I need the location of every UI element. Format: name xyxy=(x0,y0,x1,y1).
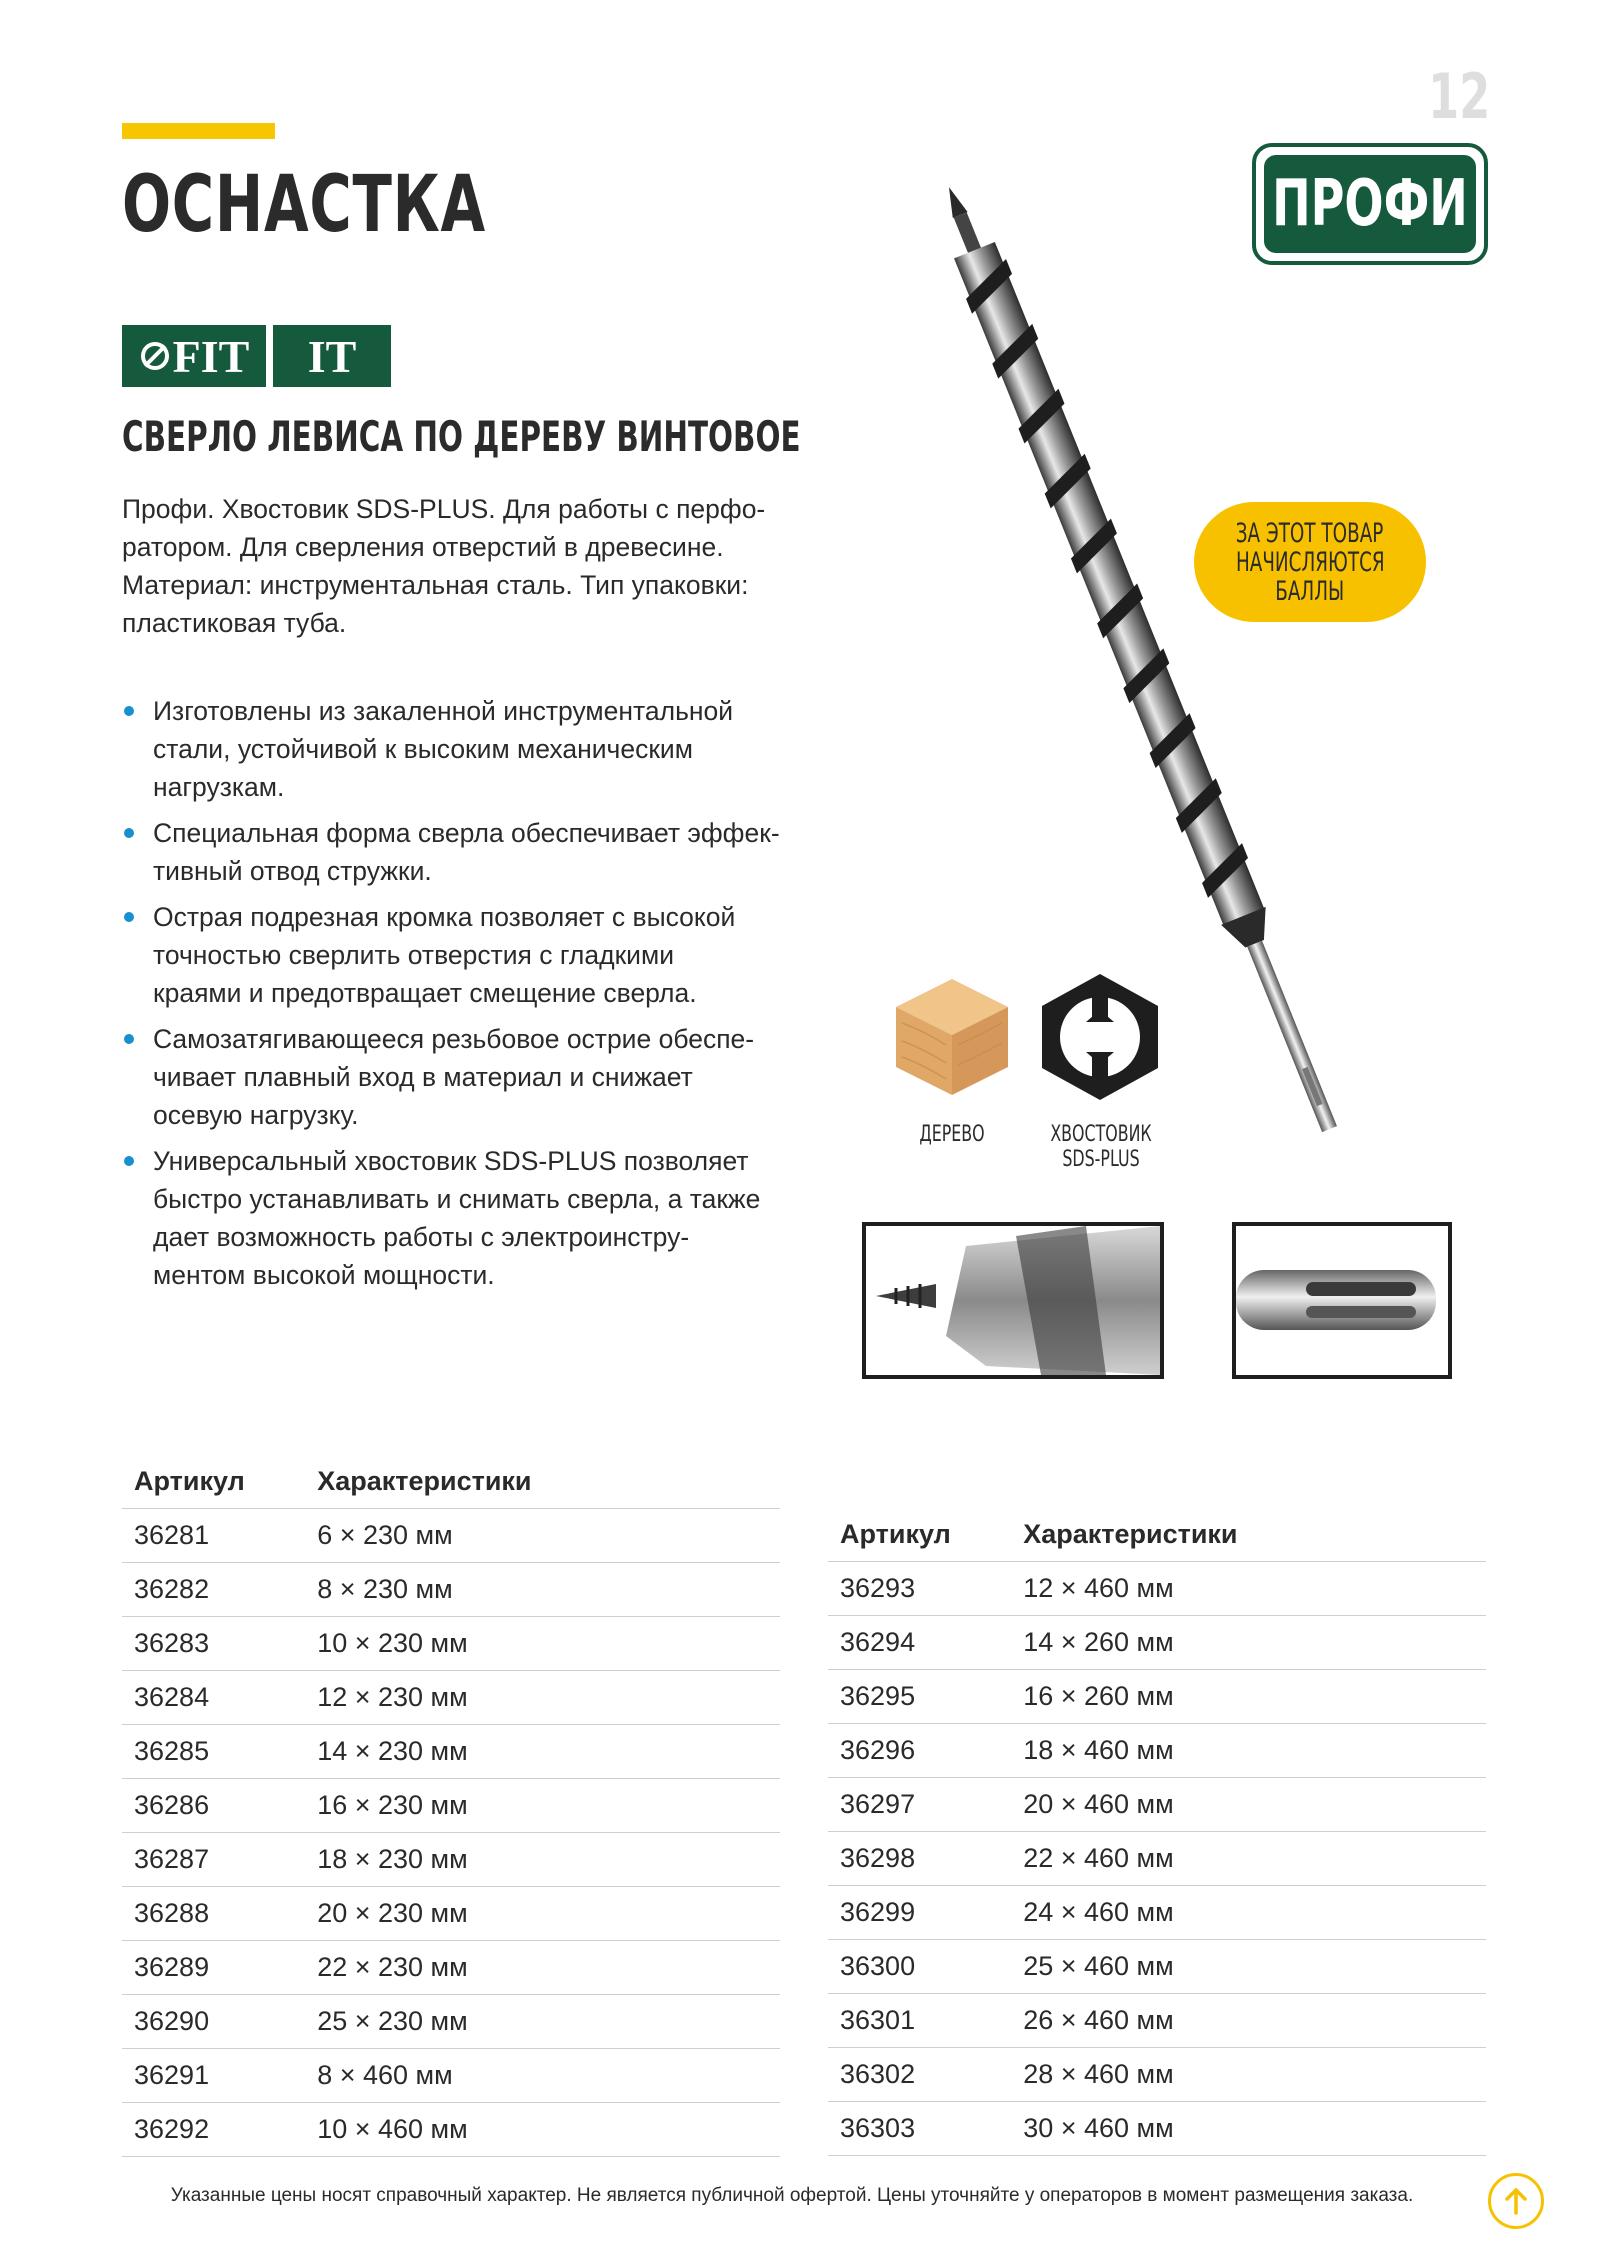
spec-cell: 24 × 460 мм xyxy=(1011,1886,1486,1940)
feature-item xyxy=(122,1020,802,1134)
table-row xyxy=(122,1779,780,1833)
table-row xyxy=(122,1509,780,1563)
table-row xyxy=(828,1886,1486,1940)
feature-item xyxy=(122,1142,802,1294)
feature-line: ментом высокой мощности. xyxy=(153,1260,495,1290)
bullet-dot-icon xyxy=(124,706,134,716)
spec-cell: 30 × 460 мм xyxy=(1011,2102,1486,2156)
spec-cell: 18 × 460 мм xyxy=(1011,1724,1486,1778)
description-line: пластиковая туба. xyxy=(122,608,347,638)
feature-line: быстро устанавливать и снимать сверла, а также xyxy=(153,1184,761,1214)
profi-badge-label: ПРОФИ xyxy=(1272,167,1468,241)
article-cell: 36299 xyxy=(828,1886,1011,1940)
spec-cell: 12 × 460 мм xyxy=(1011,1562,1486,1616)
article-cell: 36298 xyxy=(828,1832,1011,1886)
article-cell: 36287 xyxy=(122,1833,305,1887)
article-cell: 36296 xyxy=(828,1724,1011,1778)
spec-cell: 10 × 460 мм xyxy=(305,2103,780,2157)
article-cell: 36302 xyxy=(828,2048,1011,2102)
article-cell: 36303 xyxy=(828,2102,1011,2156)
table-row xyxy=(828,2048,1486,2102)
feature-item xyxy=(122,898,802,1012)
article-cell: 36290 xyxy=(122,1995,305,2049)
table-row xyxy=(122,1887,780,1941)
column-header-article: Артикул xyxy=(122,1455,305,1509)
bullet-dot-icon xyxy=(124,1034,134,1044)
table-header-row xyxy=(122,1455,780,1509)
feature-line: Острая подрезная кромка позволяет с высокой xyxy=(153,902,736,932)
fit-logo xyxy=(122,325,266,387)
tip-detail-image xyxy=(862,1222,1164,1379)
spec-cell: 22 × 460 мм xyxy=(1011,1832,1486,1886)
feature-line: осевую нагрузку. xyxy=(153,1100,359,1130)
article-cell: 36282 xyxy=(122,1563,305,1617)
feature-line: нагрузкам. xyxy=(153,772,285,802)
feature-line: дает возможность работы с электроинстру- xyxy=(153,1222,690,1252)
accent-bar xyxy=(122,123,275,139)
spec-cell: 8 × 230 мм xyxy=(305,1563,780,1617)
article-cell: 36284 xyxy=(122,1671,305,1725)
bullet-dot-icon xyxy=(124,1156,134,1166)
sds-plus-shank-icon xyxy=(1036,970,1164,1104)
table-row xyxy=(828,1994,1486,2048)
bullet-dot-icon xyxy=(124,828,134,838)
spec-cell: 18 × 230 мм xyxy=(305,1833,780,1887)
article-cell: 36289 xyxy=(122,1941,305,1995)
spec-cell: 16 × 230 мм xyxy=(305,1779,780,1833)
table-row xyxy=(828,1940,1486,1994)
fit-logo-text: FIT xyxy=(172,330,250,382)
article-cell: 36300 xyxy=(828,1940,1011,1994)
spec-cell: 14 × 260 мм xyxy=(1011,1616,1486,1670)
spec-cell: 8 × 460 мм xyxy=(305,2049,780,2103)
arrow-up-icon xyxy=(1491,2176,1541,2226)
feature-item xyxy=(122,692,802,806)
points-badge xyxy=(1194,502,1426,622)
article-cell: 36301 xyxy=(828,1994,1011,2048)
spec-cell: 10 × 230 мм xyxy=(305,1617,780,1671)
specs-table-left xyxy=(122,1455,780,2157)
spec-cell: 26 × 460 мм xyxy=(1011,1994,1486,2048)
column-header-specs: Характеристики xyxy=(1011,1508,1486,1562)
points-badge-line: НАЧИСЛЯЮТСЯ xyxy=(1235,546,1385,578)
table-header-row xyxy=(828,1508,1486,1562)
spec-cell: 28 × 460 мм xyxy=(1011,2048,1486,2102)
screw-tip-closeup-icon xyxy=(866,1226,1160,1375)
article-cell: 36291 xyxy=(122,2049,305,2103)
points-badge-line: БАЛЛЫ xyxy=(1275,575,1345,607)
page-number: 12 xyxy=(1427,60,1490,133)
spec-cell: 6 × 230 мм xyxy=(305,1509,780,1563)
wood-label: ДЕРЕВО xyxy=(919,1122,985,1147)
article-cell: 36292 xyxy=(122,2103,305,2157)
feature-line: Изготовлены из закаленной инструментальной xyxy=(153,696,734,726)
wood-cube-icon xyxy=(890,975,1014,1099)
feature-line: Универсальный хвостовик SDS-PLUS позволяет xyxy=(153,1146,749,1176)
shank-label-line: SDS-PLUS xyxy=(1062,1147,1140,1172)
fit-logo-mark-icon xyxy=(139,340,171,372)
product-title: СВЕРЛО ЛЕВИСА ПО ДЕРЕВУ ВИНТОВОЕ xyxy=(122,412,801,461)
column-header-article: Артикул xyxy=(828,1508,1011,1562)
table-row xyxy=(828,1616,1486,1670)
specs-table-right xyxy=(828,1508,1486,2156)
feature-line: стали, устойчивой к высоким механическим xyxy=(153,734,693,764)
article-cell: 36286 xyxy=(122,1779,305,1833)
table-row xyxy=(122,2049,780,2103)
description-line: Материал: инструментальная сталь. Тип упаковки: xyxy=(122,570,749,600)
column-header-specs: Характеристики xyxy=(305,1455,780,1509)
shank-label xyxy=(1047,1122,1155,1172)
feature-line: Самозатягивающееся резьбовое острие обеспе- xyxy=(153,1024,755,1054)
table-row xyxy=(828,1778,1486,1832)
article-cell: 36281 xyxy=(122,1509,305,1563)
feature-item xyxy=(122,814,802,890)
table-row xyxy=(122,1617,780,1671)
points-badge-line: ЗА ЭТОТ ТОВАР xyxy=(1236,517,1384,549)
feature-line: краями и предотвращает смещение сверла. xyxy=(153,978,697,1008)
feature-line: тивный отвод стружки. xyxy=(153,856,432,886)
feature-list xyxy=(122,692,802,1302)
spec-cell: 20 × 230 мм xyxy=(305,1887,780,1941)
table-row xyxy=(828,1832,1486,1886)
feature-line: точностью сверлить отверстия с гладкими xyxy=(153,940,675,970)
sds-shank-closeup-icon xyxy=(1236,1226,1448,1375)
spec-cell: 16 × 260 мм xyxy=(1011,1670,1486,1724)
table-row xyxy=(122,2103,780,2157)
spec-cell: 14 × 230 мм xyxy=(305,1725,780,1779)
spec-cell: 20 × 460 мм xyxy=(1011,1778,1486,1832)
spec-cell: 12 × 230 мм xyxy=(305,1671,780,1725)
table-row xyxy=(828,2102,1486,2156)
shank-label-line: ХВОСТОВИК xyxy=(1050,1122,1152,1147)
section-title: ОСНАСТКА xyxy=(122,160,486,250)
article-cell: 36294 xyxy=(828,1616,1011,1670)
article-cell: 36283 xyxy=(122,1617,305,1671)
product-description xyxy=(122,490,782,642)
spec-cell: 25 × 230 мм xyxy=(305,1995,780,2049)
table-row xyxy=(122,1563,780,1617)
table-row xyxy=(122,1671,780,1725)
article-cell: 36295 xyxy=(828,1670,1011,1724)
footer-disclaimer: Указанные цены носят справочный характер. Не является публичной офертой. Цены уточняйте у операторов в момент размещения заказа. xyxy=(170,2185,1414,2206)
it-logo-text: IT xyxy=(307,330,357,382)
scroll-to-top-button[interactable] xyxy=(1488,2173,1544,2229)
bullet-dot-icon xyxy=(124,912,134,922)
feature-line: чивает плавный вход в материал и снижает xyxy=(153,1062,693,1092)
description-line: ратором. Для сверления отверстий в древесине. xyxy=(122,532,724,562)
table-row xyxy=(828,1562,1486,1616)
article-cell: 36293 xyxy=(828,1562,1011,1616)
table-row xyxy=(122,1941,780,1995)
table-row xyxy=(828,1724,1486,1778)
article-cell: 36297 xyxy=(828,1778,1011,1832)
table-row xyxy=(122,1833,780,1887)
it-logo xyxy=(273,325,391,387)
table-row xyxy=(122,1995,780,2049)
shank-detail-image xyxy=(1232,1222,1452,1379)
table-row xyxy=(828,1670,1486,1724)
spec-cell: 22 × 230 мм xyxy=(305,1941,780,1995)
spec-cell: 25 × 460 мм xyxy=(1011,1940,1486,1994)
article-cell: 36285 xyxy=(122,1725,305,1779)
table-row xyxy=(122,1725,780,1779)
description-line: Профи. Хвостовик SDS-PLUS. Для работы с перфо- xyxy=(122,494,766,524)
feature-line: Специальная форма сверла обеспечивает эффек- xyxy=(153,818,780,848)
article-cell: 36288 xyxy=(122,1887,305,1941)
